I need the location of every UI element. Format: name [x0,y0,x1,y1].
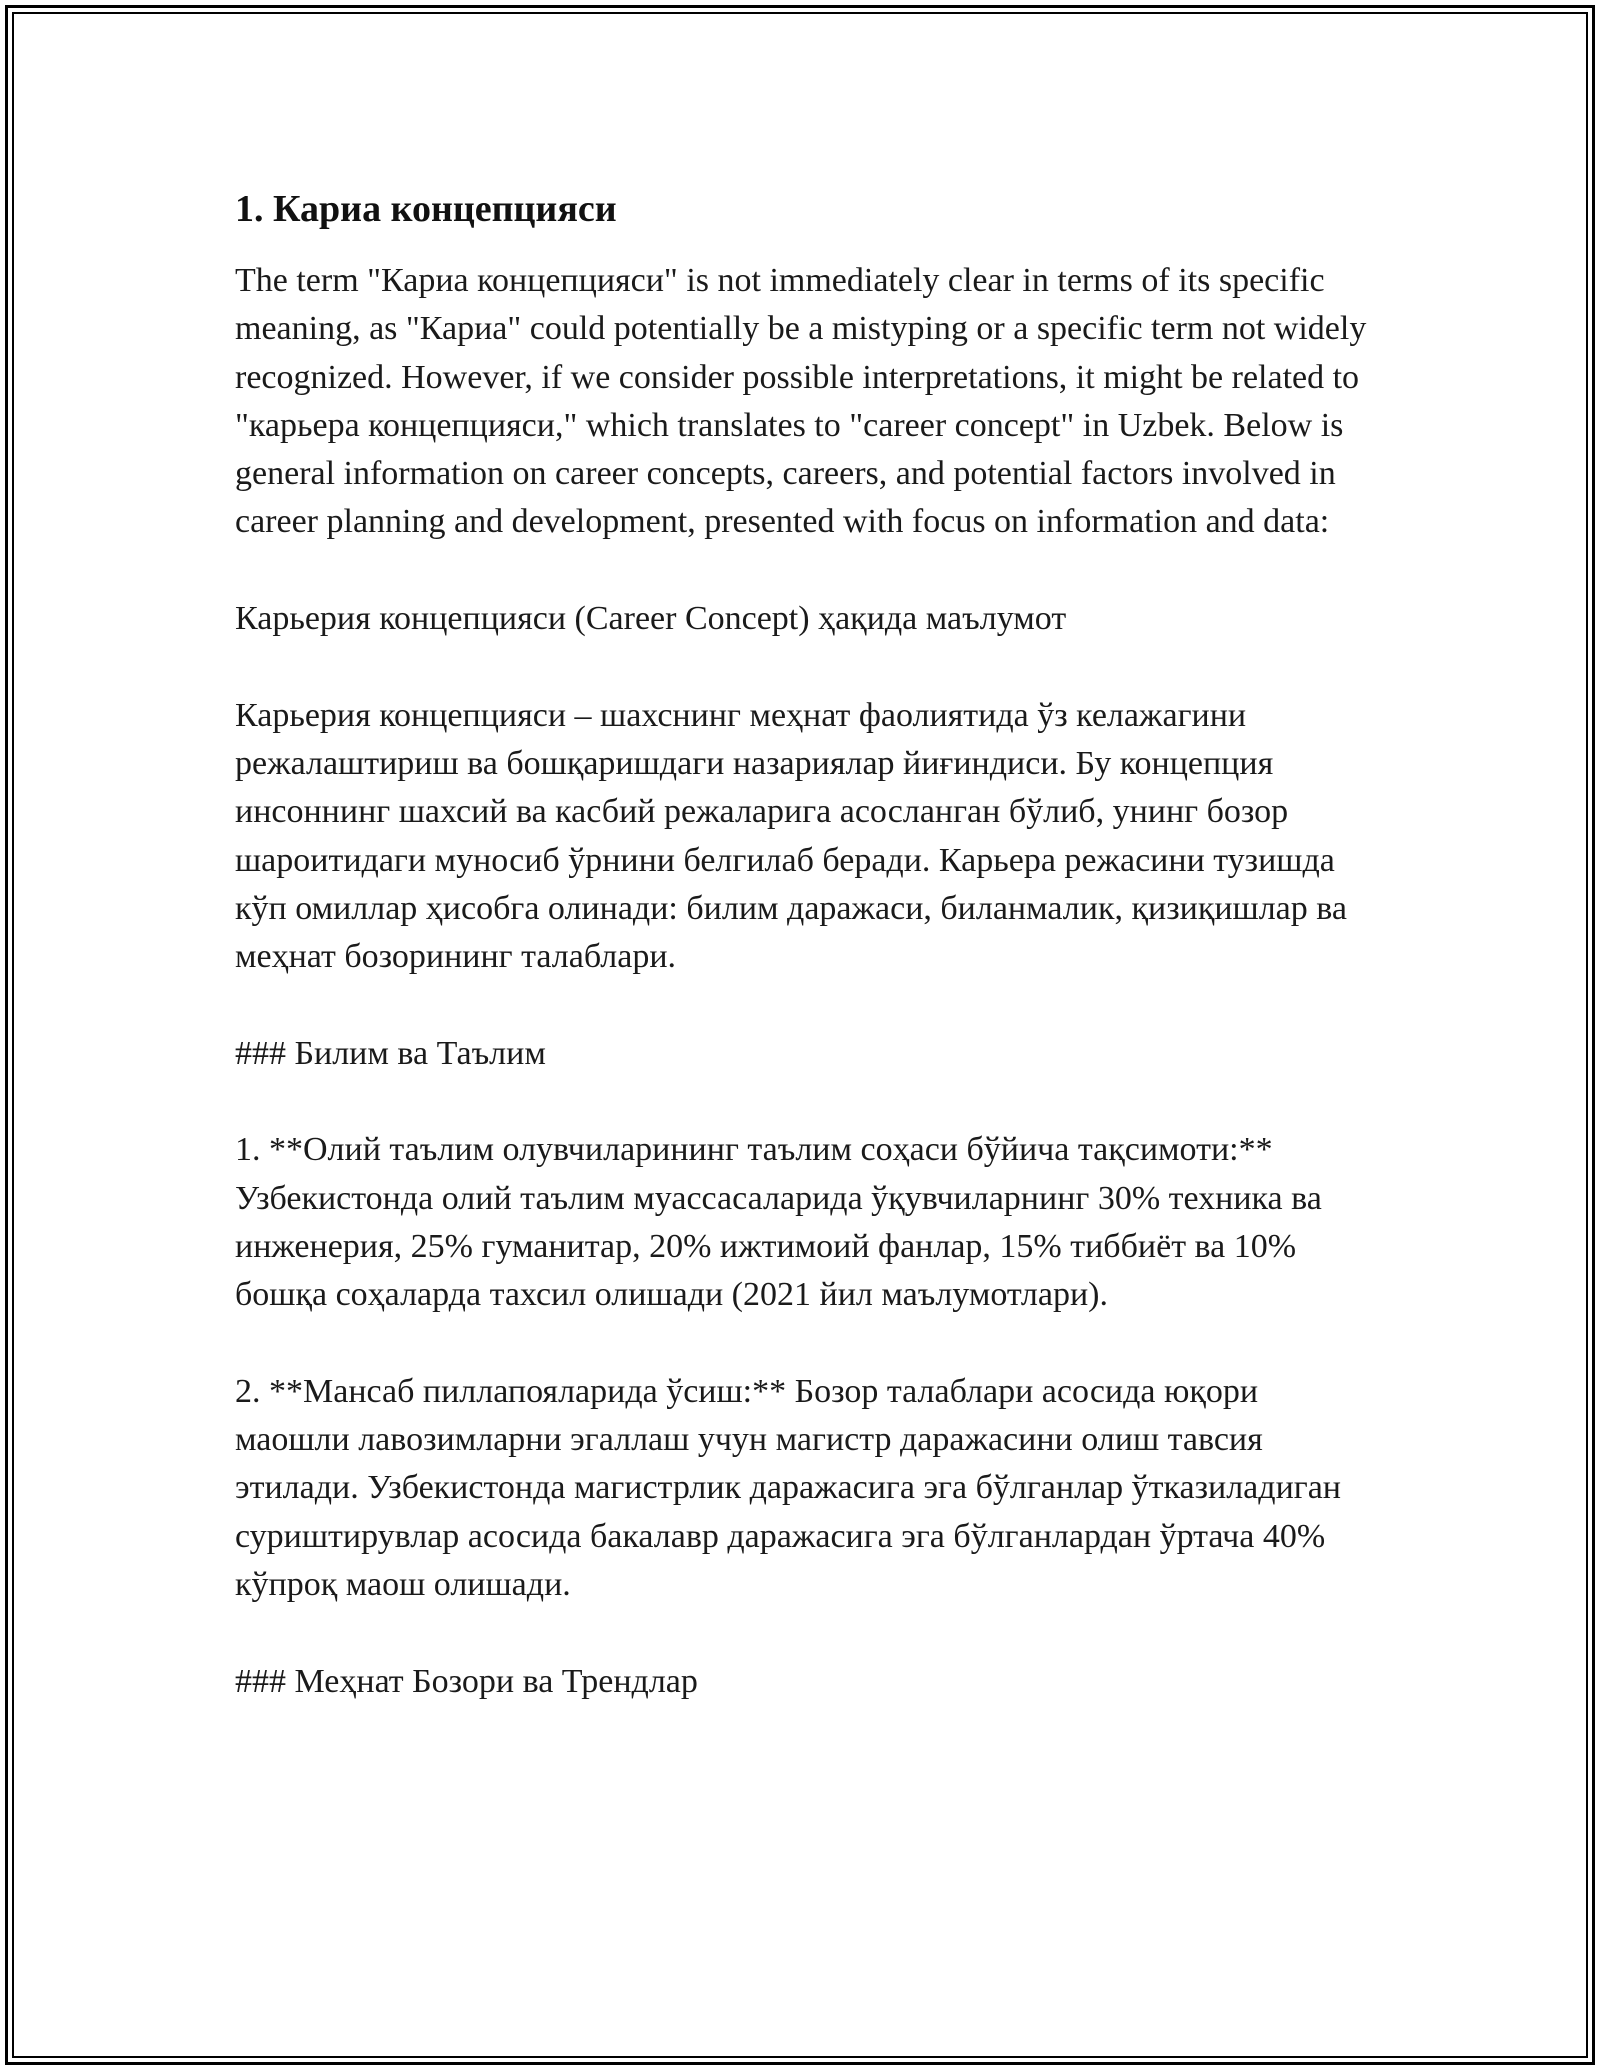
paragraph-subheading: Карьерия концепцияси (Career Concept) ҳақида маълумот [235,600,1067,638]
document-body [235,185,1375,1754]
section-heading-labor-market: ### Меҳнат Бозори ва Трендлар [235,1662,698,1700]
paragraph-intro: The term "Кариа концепцияси" is not immediately clear in terms of its specific meaning, as "Кариа" could potentially be a mistyping or a specific term not widely recognized. However, if we consider possible interpretations, it might be related to "карьера концепцияси," which translates to "career concept" in Uzbek. Below is general information on career concepts, careers, and potential factors involved in career planning and development, presented with focus on information and data: [235,262,1367,541]
list-item-1: 1. **Олий таълим олувчиларининг таълим соҳаси бўйича тақсимоти:** Узбекистонда олий таълим муассасаларида ўқувчиларнинг 30% техника ва инженерия, 25% гуманитар, 20% ижтимоий фанлар, 15% тиббиёт ва 10% бошқа соҳаларда тахсил олишади (2021 йил маълумотлари). [235,1131,1322,1314]
list-item-2: 2. **Мансаб пиллапояларида ўсиш:** Бозор талаблари асосида юқори маошли лавозимларни эгаллаш учун магистр даражасини олиш тавсия этилади. Узбекистонда магистрлик даражасига эга бўлганлар ўтказиладиган суриштирувлар асосида бакалавр даражасига эга бўлганлардан ўртача 40% кўпроқ маош олишади. [235,1372,1341,1604]
paragraph-definition: Карьерия концепцияси – шахснинг меҳнат фаолиятида ўз келажагини режалаштириш ва бошқаришдаги назариялар йиғиндиси. Бу концепция инсоннинг шахсий ва касбий режаларига асосланган бўлиб, унинг бозор шароитидаги муносиб ўрнини белгилаб беради. Карьера режасини тузишда кўп омиллар ҳисобга олинади: билим даражаси, биланмалик, қизиқишлар ва меҳнат бозорининг талаблари. [235,696,1347,976]
section-heading-education: ### Билим ва Таълим [235,1034,546,1072]
document-title: 1. Кариа концепцияси [235,188,617,230]
